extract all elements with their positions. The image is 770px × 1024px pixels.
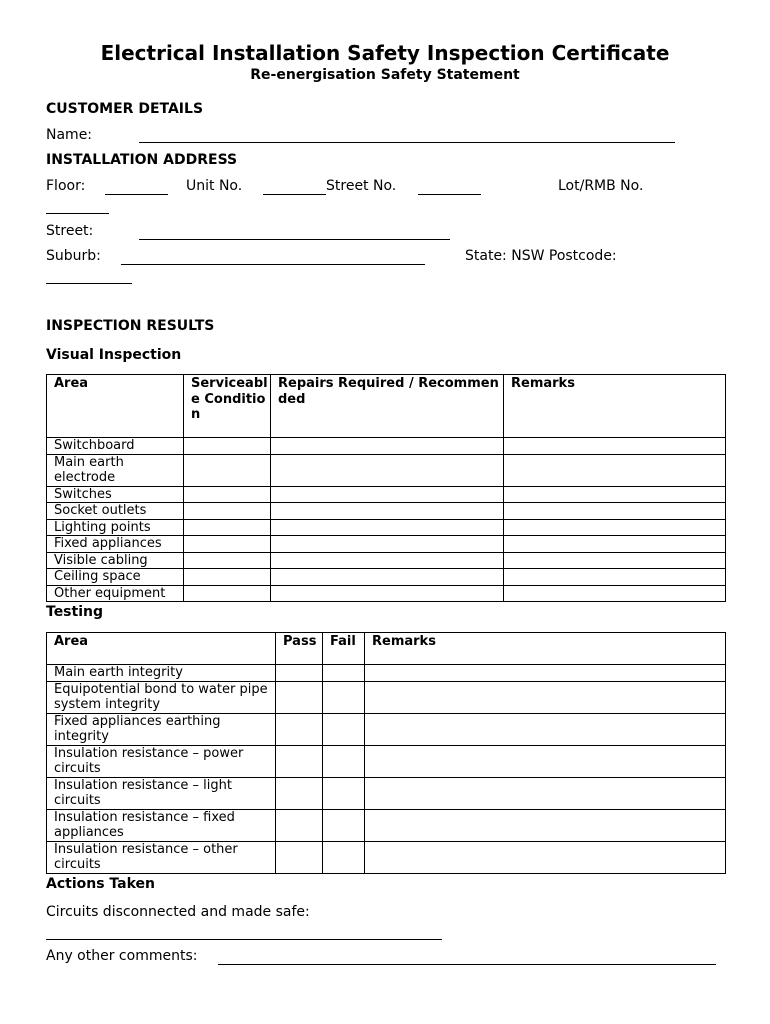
name-label: Name: — [46, 127, 93, 143]
testing-area-cell: Insulation resistance – power circuits — [47, 745, 276, 777]
visual-area-cell: Socket outlets — [47, 503, 184, 520]
visual-entry-cell[interactable] — [184, 486, 271, 503]
visual-entry-cell[interactable] — [184, 536, 271, 553]
visual-entry-cell[interactable] — [184, 438, 271, 455]
table-row — [47, 569, 726, 586]
testing-area-cell: Insulation resistance – other circuits — [47, 841, 276, 873]
visual-entry-cell[interactable] — [504, 486, 726, 503]
testing-col-remarks: Remarks — [365, 633, 726, 665]
page-title: Electrical Installation Safety Inspection Certificate — [100, 41, 670, 65]
testing-entry-cell[interactable] — [323, 841, 365, 873]
testing-entry-cell[interactable] — [323, 681, 365, 713]
visual-col-repairs: Repairs Required / Recommended — [271, 375, 504, 438]
actions-taken-heading: Actions Taken — [46, 876, 156, 892]
state-postcode-label: State: NSW Postcode: — [465, 248, 617, 264]
visual-entry-cell[interactable] — [504, 585, 726, 602]
testing-col-pass: Pass — [276, 633, 323, 665]
inspection-results-heading: INSPECTION RESULTS — [46, 318, 215, 334]
other-comments-field[interactable] — [218, 964, 716, 965]
testing-table — [46, 632, 726, 874]
visual-entry-cell[interactable] — [271, 585, 504, 602]
visual-entry-cell[interactable] — [184, 454, 271, 486]
page-subtitle: Re-energisation Safety Statement — [250, 67, 520, 83]
visual-area-cell: Main earth electrode — [47, 454, 184, 486]
visual-area-cell: Visible cabling — [47, 552, 184, 569]
customer-details-heading: CUSTOMER DETAILS — [46, 101, 204, 117]
table-row — [47, 552, 726, 569]
testing-area-cell: Equipotential bond to water pipe system integrity — [47, 681, 276, 713]
visual-entry-cell[interactable] — [184, 503, 271, 520]
circuits-disconnected-label: Circuits disconnected and made safe: — [46, 904, 310, 920]
table-row — [47, 841, 726, 873]
visual-col-remarks: Remarks — [504, 375, 726, 438]
visual-col-serviceable: Serviceable Condition — [184, 375, 271, 438]
name-field[interactable] — [139, 142, 675, 143]
visual-area-cell: Switches — [47, 486, 184, 503]
circuits-disconnected-field[interactable] — [46, 939, 442, 940]
street-label: Street: — [46, 223, 94, 239]
visual-entry-cell[interactable] — [271, 438, 504, 455]
testing-heading: Testing — [46, 604, 103, 620]
testing-entry-cell[interactable] — [365, 841, 726, 873]
testing-area-cell: Insulation resistance – fixed appliances — [47, 809, 276, 841]
table-row — [47, 665, 726, 682]
testing-entry-cell[interactable] — [323, 777, 365, 809]
visual-entry-cell[interactable] — [271, 503, 504, 520]
visual-entry-cell[interactable] — [184, 569, 271, 586]
testing-entry-cell[interactable] — [323, 745, 365, 777]
table-row — [47, 809, 726, 841]
visual-header-row — [47, 375, 726, 438]
visual-entry-cell[interactable] — [504, 438, 726, 455]
testing-col-fail: Fail — [323, 633, 365, 665]
suburb-label: Suburb: — [46, 248, 101, 264]
visual-entry-cell[interactable] — [271, 536, 504, 553]
testing-entry-cell[interactable] — [276, 745, 323, 777]
visual-area-cell: Fixed appliances — [47, 536, 184, 553]
testing-entry-cell[interactable] — [276, 841, 323, 873]
visual-entry-cell[interactable] — [271, 519, 504, 536]
lot-rmb-field[interactable] — [46, 213, 109, 214]
visual-entry-cell[interactable] — [504, 454, 726, 486]
street-no-field[interactable] — [418, 194, 481, 195]
installation-address-heading: INSTALLATION ADDRESS — [46, 152, 238, 168]
lot-rmb-label: Lot/RMB No. — [558, 178, 644, 194]
table-row — [47, 503, 726, 520]
visual-entry-cell[interactable] — [504, 503, 726, 520]
table-row — [47, 585, 726, 602]
floor-label: Floor: — [46, 178, 86, 194]
table-row — [47, 454, 726, 486]
testing-entry-cell[interactable] — [365, 681, 726, 713]
visual-area-cell: Switchboard — [47, 438, 184, 455]
visual-area-cell: Ceiling space — [47, 569, 184, 586]
visual-entry-cell[interactable] — [271, 569, 504, 586]
testing-entry-cell[interactable] — [276, 777, 323, 809]
visual-entry-cell[interactable] — [184, 519, 271, 536]
testing-entry-cell[interactable] — [365, 809, 726, 841]
visual-entry-cell[interactable] — [504, 536, 726, 553]
testing-entry-cell[interactable] — [365, 665, 726, 682]
testing-entry-cell[interactable] — [276, 713, 323, 745]
visual-area-cell: Lighting points — [47, 519, 184, 536]
visual-entry-cell[interactable] — [504, 569, 726, 586]
testing-area-cell: Main earth integrity — [47, 665, 276, 682]
table-row — [47, 438, 726, 455]
testing-entry-cell[interactable] — [365, 745, 726, 777]
testing-entry-cell[interactable] — [323, 713, 365, 745]
testing-entry-cell[interactable] — [276, 681, 323, 713]
postcode-field[interactable] — [46, 283, 132, 284]
table-row — [47, 777, 726, 809]
visual-entry-cell[interactable] — [504, 519, 726, 536]
testing-area-cell: Fixed appliances earthing integrity — [47, 713, 276, 745]
street-no-label: Street No. — [326, 178, 397, 194]
testing-col-area: Area — [47, 633, 276, 665]
visual-entry-cell[interactable] — [504, 552, 726, 569]
testing-entry-cell[interactable] — [323, 665, 365, 682]
visual-entry-cell[interactable] — [271, 552, 504, 569]
testing-entry-cell[interactable] — [276, 665, 323, 682]
table-row — [47, 681, 726, 713]
street-field[interactable] — [139, 239, 450, 240]
suburb-field[interactable] — [121, 264, 425, 265]
testing-entry-cell[interactable] — [276, 809, 323, 841]
testing-header-row — [47, 633, 726, 665]
visual-entry-cell[interactable] — [271, 454, 504, 486]
testing-entry-cell[interactable] — [365, 713, 726, 745]
visual-inspection-table — [46, 374, 726, 602]
testing-area-cell: Insulation resistance – light circuits — [47, 777, 276, 809]
table-row — [47, 486, 726, 503]
testing-entry-cell[interactable] — [323, 809, 365, 841]
table-row — [47, 745, 726, 777]
unit-no-field[interactable] — [263, 194, 326, 195]
visual-entry-cell[interactable] — [184, 552, 271, 569]
unit-no-label: Unit No. — [186, 178, 243, 194]
table-row — [47, 536, 726, 553]
testing-entry-cell[interactable] — [365, 777, 726, 809]
visual-area-cell: Other equipment — [47, 585, 184, 602]
floor-field[interactable] — [105, 194, 168, 195]
visual-inspection-heading: Visual Inspection — [46, 347, 182, 363]
visual-entry-cell[interactable] — [184, 585, 271, 602]
table-row — [47, 713, 726, 745]
visual-entry-cell[interactable] — [271, 486, 504, 503]
other-comments-label: Any other comments: — [46, 948, 198, 964]
visual-col-area: Area — [47, 375, 184, 438]
table-row — [47, 519, 726, 536]
